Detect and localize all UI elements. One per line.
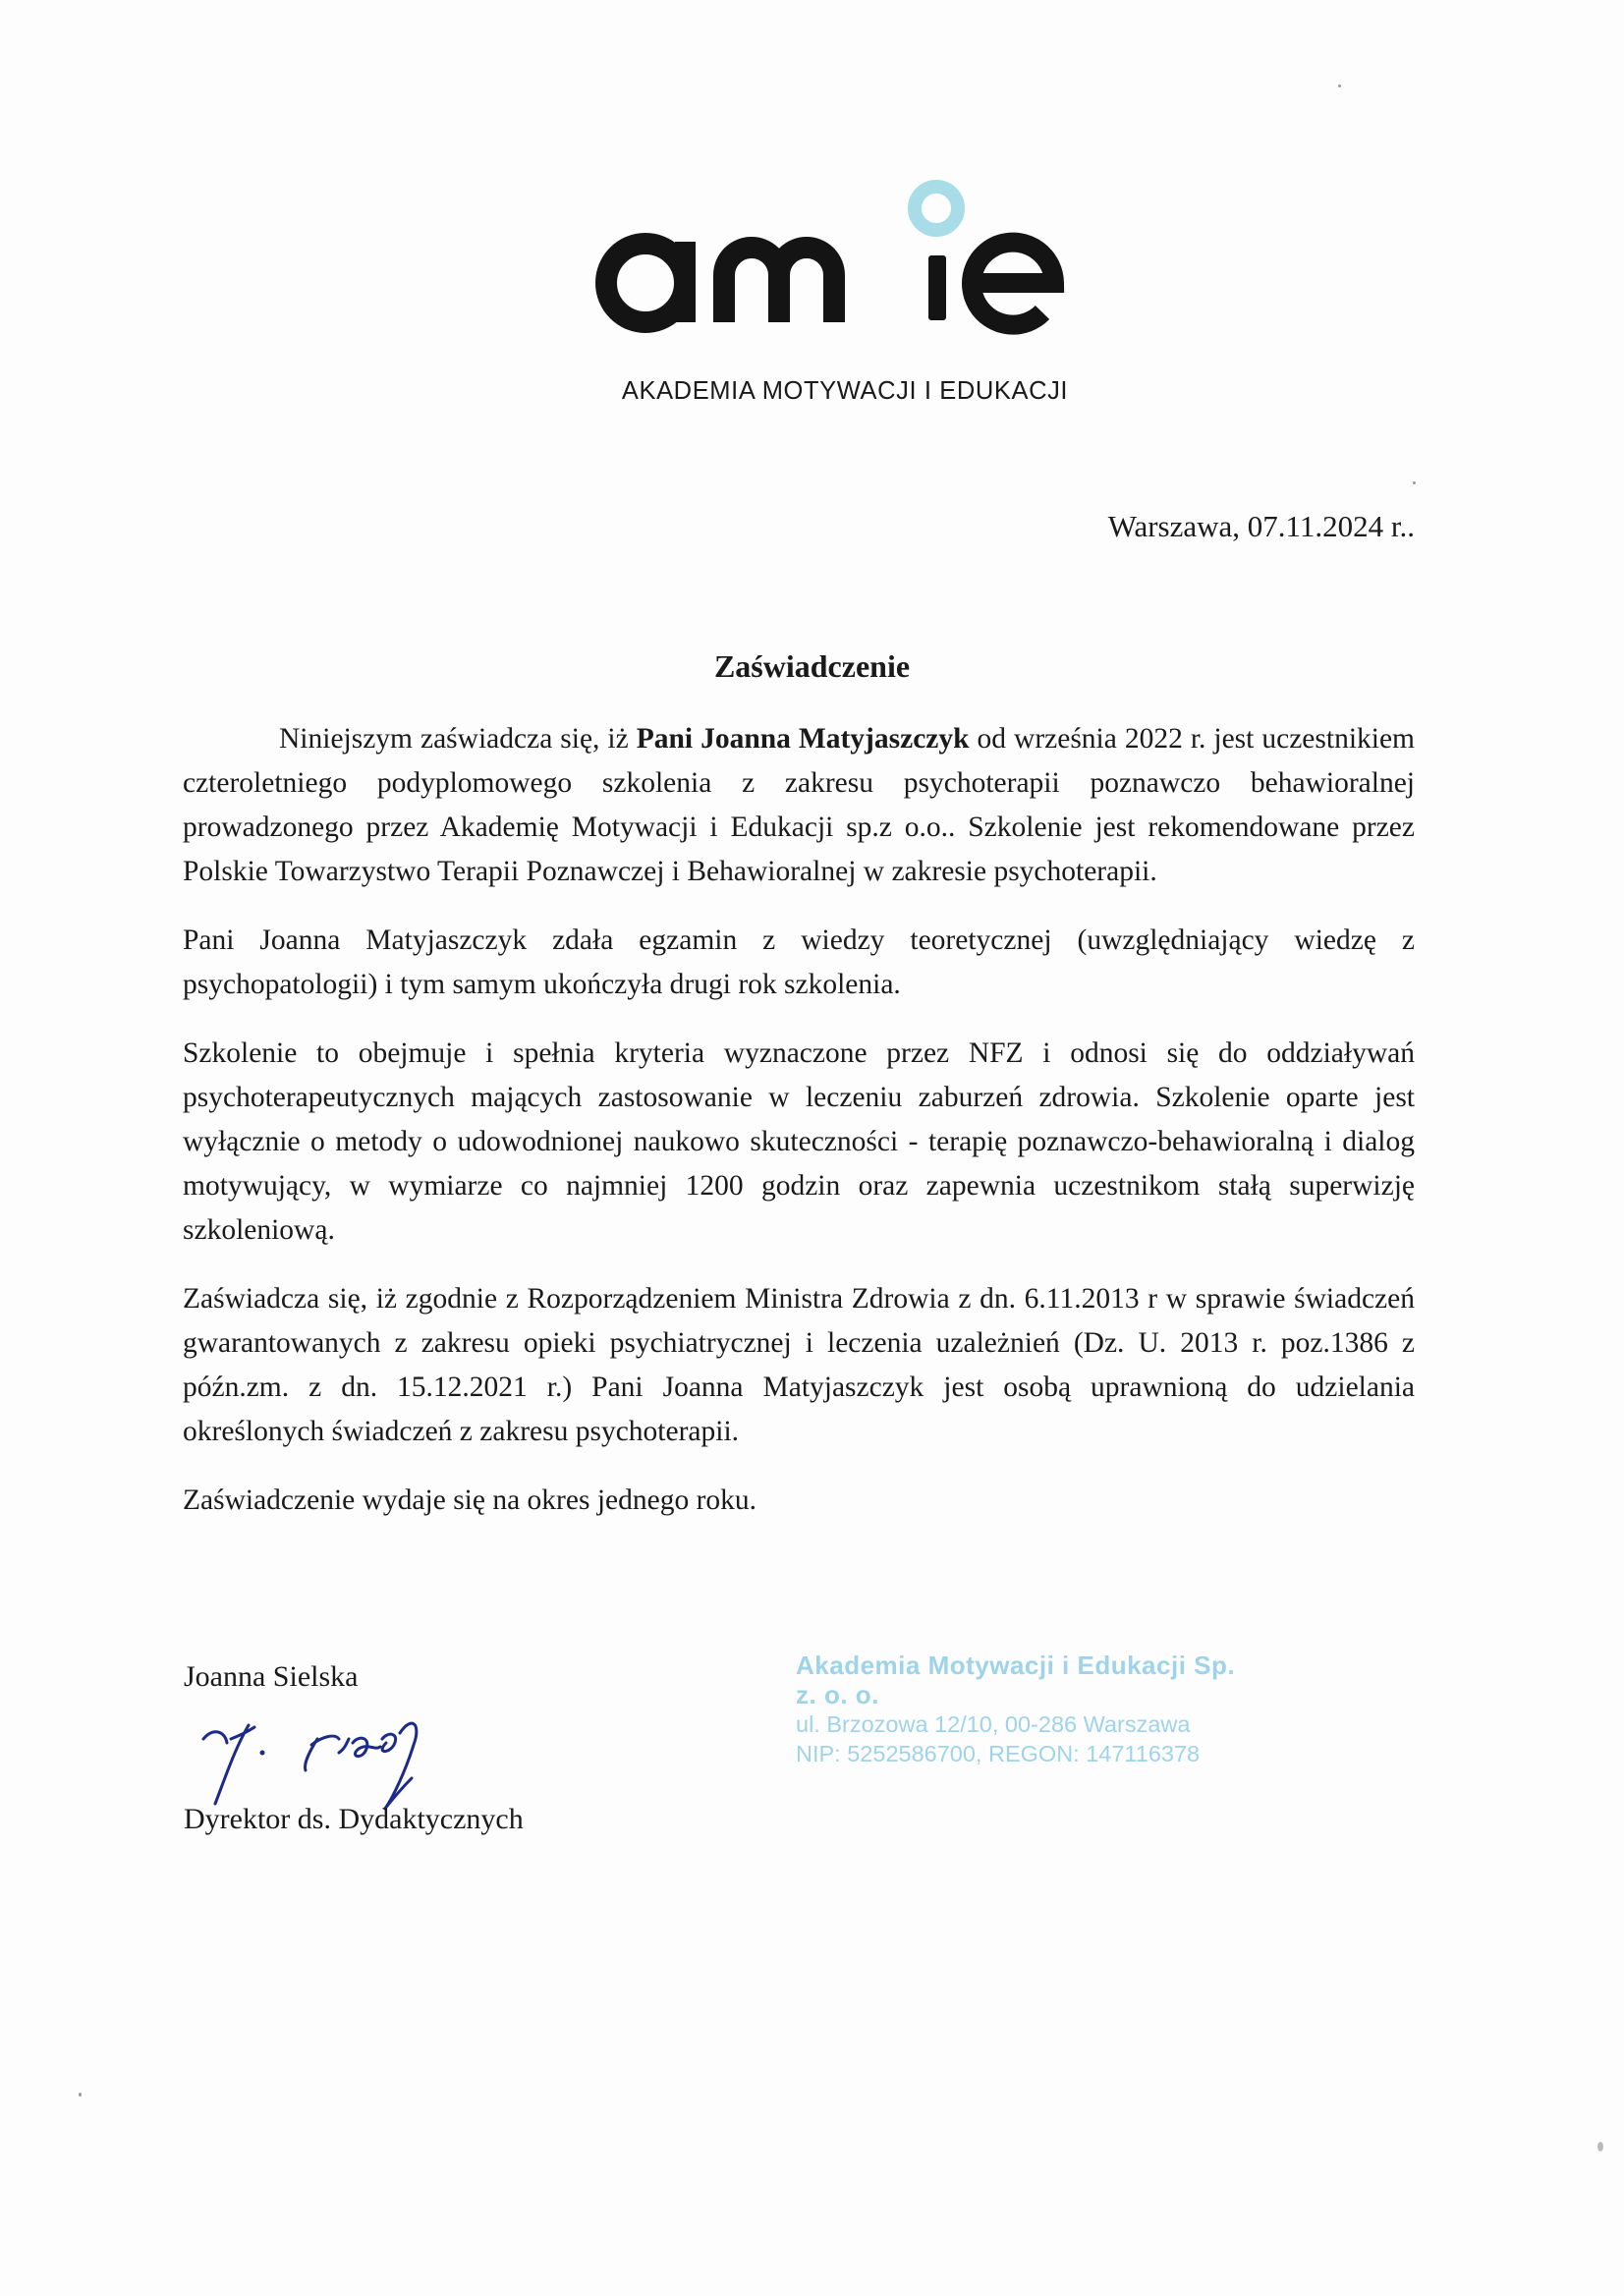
- amie-logo: [594, 177, 1105, 354]
- stamp-address: ul. Brzozowa 12/10, 00-286 Warszawa: [796, 1711, 1191, 1737]
- signer-name: Joanna Sielska: [184, 1660, 359, 1693]
- document-body: [183, 717, 1415, 1547]
- paragraph-1-rest: od września 2022 r. jest uczestnikiem czteroletniego podyplomowego szkolenia z zakresu psychoterapii poznawczo behawioralnej prowadzonego przez Akademię Motywacji i Edukacji sp.z o.o.. Szkolenie jest rekomendowane przez Polskie Towarzystwo Terapii Poznawczej i Behawioralnej w zakresie psychoterapii.: [183, 723, 1415, 887]
- scan-speck: [1597, 2142, 1603, 2152]
- company-stamp: [796, 1651, 1248, 1768]
- stamp-company-name: Akademia Motywacji i Edukacji Sp. z. o. o.: [796, 1651, 1236, 1709]
- paragraph-1: [183, 717, 1415, 894]
- scan-speck: [79, 2093, 82, 2097]
- stamp-tax-ids: NIP: 5252586700, REGON: 147116378: [796, 1741, 1201, 1766]
- scan-speck: [1338, 84, 1341, 87]
- recipient-name: Pani Joanna Matyjaszczyk: [636, 723, 970, 755]
- date-line: Warszawa, 07.11.2024 r..: [1107, 509, 1415, 543]
- signer-role: Dyrektor ds. Dydaktycznych: [184, 1803, 524, 1835]
- scan-speck: [1413, 481, 1416, 484]
- document-title: Zaświadczenie: [713, 648, 911, 684]
- paragraph-3: Szkolenie to obejmuje i spełnia kryteria wyznaczone przez NFZ i odnosi się do oddziaływań psychoterapeutycznych mających zastosowanie w leczeniu zaburzeń zdrowia. Szkolenie oparte jest wyłącznie o metody o udowodnionej naukowo skuteczności - terapię poznawczo-behawioralną i dialog motywujący, w wymiarze co najmniej 1200 godzin oraz zapewnia uczestnikom stałą superwizję szkoleniową.: [183, 1037, 1415, 1246]
- logo-tagline: AKADEMIA MOTYWACJI I EDUKACJI: [621, 377, 1069, 405]
- paragraph-1-start: Niniejszym zaświadcza się, iż: [279, 723, 637, 755]
- handwritten-signature: [192, 1709, 486, 1818]
- paragraph-5: Zaświadczenie wydaje się na okres jednego roku.: [183, 1484, 757, 1516]
- paragraph-2: Pani Joanna Matyjaszczyk zdała egzamin z wiedzy teoretycznej (uwzględniający wiedzę z psychopatologii) i tym samym ukończyła drugi rok szkolenia.: [183, 924, 1415, 1000]
- paragraph-4: Zaświadcza się, iż zgodnie z Rozporządzeniem Ministra Zdrowia z dn. 6.11.2013 r w sprawie świadczeń gwarantowanych z zakresu opieki psychiatrycznej i leczenia uzależnień (Dz. U. 2013 r. poz.1386 z późn.zm. z dn. 15.12.2021 r.) Pani Joanna Matyjaszczyk jest osobą uprawnioną do udzielania określonych świadczeń z zakresu psychoterapii.: [183, 1283, 1415, 1447]
